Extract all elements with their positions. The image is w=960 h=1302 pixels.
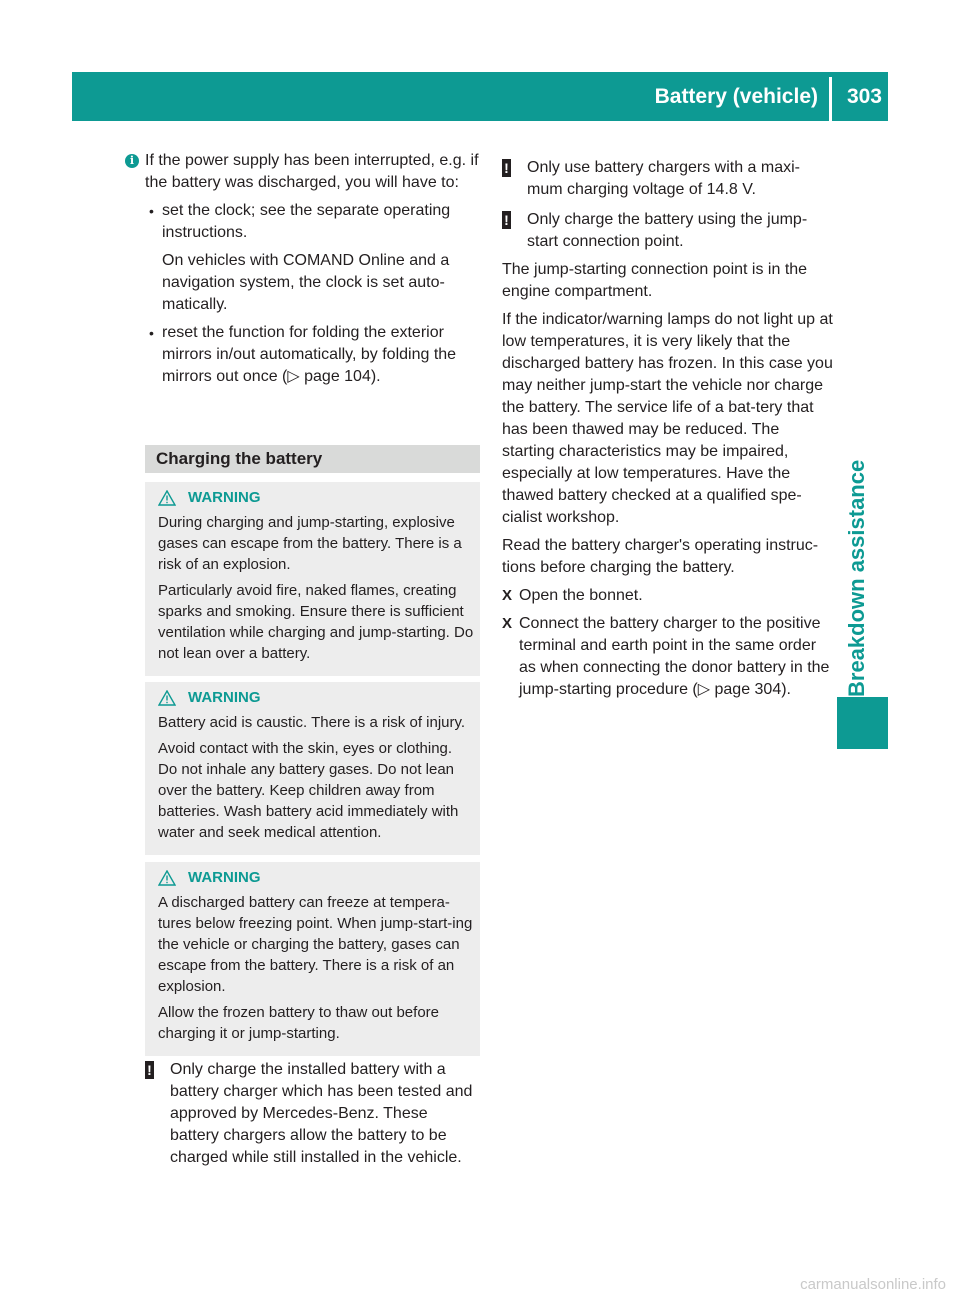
list-item [145,200,480,244]
warning-label: WARNING [188,489,261,506]
warning-text: A discharged battery can freeze at tempera-tures below freezing point. When jump-start-ing the vehicle or charging the battery, gases can escape from the battery. There is a risk of an explosion. [158,894,473,995]
x-step-icon: X [502,615,513,632]
bullet-text: set the clock; see the separate operating instructions. [162,202,451,241]
info-icon: i [125,154,139,168]
warning-text: During charging and jump-starting, explosive gases can escape from the battery. There is a risk of an explosion. [158,514,462,573]
info-intro: If the power supply has been interrupted, e.g. if the battery was discharged, you will have to: [145,152,479,191]
side-tab-marker [837,697,888,749]
list-item [145,322,480,388]
warning-triangle-icon [158,490,176,506]
page-number: 303 [846,85,882,108]
warning-box [145,682,480,855]
warning-text: Allow the frozen battery to thaw out before charging it or jump-starting. [158,1004,439,1042]
warning-heading [158,867,474,888]
bullet-icon: • [149,203,154,219]
notice [502,209,835,253]
body-paragraph: If the indicator/warning lamps do not light up at low temperatures, it is very likely that the discharged battery has frozen. In this case you may neither jump-start the vehicle nor charge the battery. The service life of a bat-tery that has been thawed may be reduced. The starting characteristics may be impaired, especially at low temperatures. Have the thawed battery checked at a qualified spe-cialist workshop. [502,311,833,526]
exclamation-icon: ! [145,1061,154,1079]
warning-text: Particularly avoid fire, naked flames, creating sparks and smoking. Ensure there is sufficient ventilation while charging and jump-starting. Do not lean over a battery. [158,582,474,662]
body-paragraph: The jump-starting connection point is in the engine compartment. [502,261,808,300]
side-tab-label: Breakdown assistance [844,459,869,697]
body-paragraph: Read the battery charger's operating instruc-tions before charging the battery. [502,537,819,576]
warning-label: WARNING [188,689,261,706]
header-bar [72,72,888,121]
warning-box [145,482,480,676]
step-item [502,585,835,607]
section-title: Charging the battery [156,449,323,468]
bullet-icon: • [149,325,154,341]
right-column [502,157,835,707]
notice-text: Only charge the installed battery with a battery charger which has been tested and approved by Mercedes-Benz. These battery chargers allow the battery to be charged while still installed in the vehicle. [170,1061,473,1166]
bullet-text: reset the function for folding the exterior mirrors in/out automatically, by folding the mirrors out once (▷ page 104). [162,324,457,385]
step-text: Open the bonnet. [519,587,643,604]
notice [145,1059,480,1169]
warning-text: Battery acid is caustic. There is a risk of injury. [158,714,466,731]
bullet-note: On vehicles with COMAND Online and a navigation system, the clock is set auto-matically. [162,252,450,313]
left-column-bottom [145,1059,480,1175]
notice-text: Only charge the battery using the jump-start connection point. [527,211,808,250]
left-column [129,150,480,394]
info-note [125,150,480,194]
step-item [502,613,835,701]
warning-label: WARNING [188,869,261,886]
warning-triangle-icon [158,870,176,886]
warning-triangle-icon [158,690,176,706]
warning-text: Avoid contact with the skin, eyes or clothing. Do not inhale any battery gases. Do not lean over the battery. Keep children away from batteries. Wash battery acid immediately with water and seek medical attention. [158,740,459,841]
x-step-icon: X [502,587,513,604]
warning-heading [158,687,474,708]
notice [502,157,835,201]
section-heading [145,445,480,473]
header-divider [829,77,832,121]
notice-text: Only use battery chargers with a maxi-mum charging voltage of 14.8 V. [527,159,800,198]
exclamation-icon: ! [502,159,511,177]
page-title: Battery (vehicle) [654,85,818,108]
warning-heading [158,487,474,508]
step-text: Connect the battery charger to the positive terminal and earth point in the same order as when connecting the donor battery in the jump-starting procedure (▷ page 304). [519,615,830,698]
exclamation-icon: ! [502,211,511,229]
warning-box [145,862,480,1056]
watermark-footer: carmanualsonline.info [800,1276,946,1293]
